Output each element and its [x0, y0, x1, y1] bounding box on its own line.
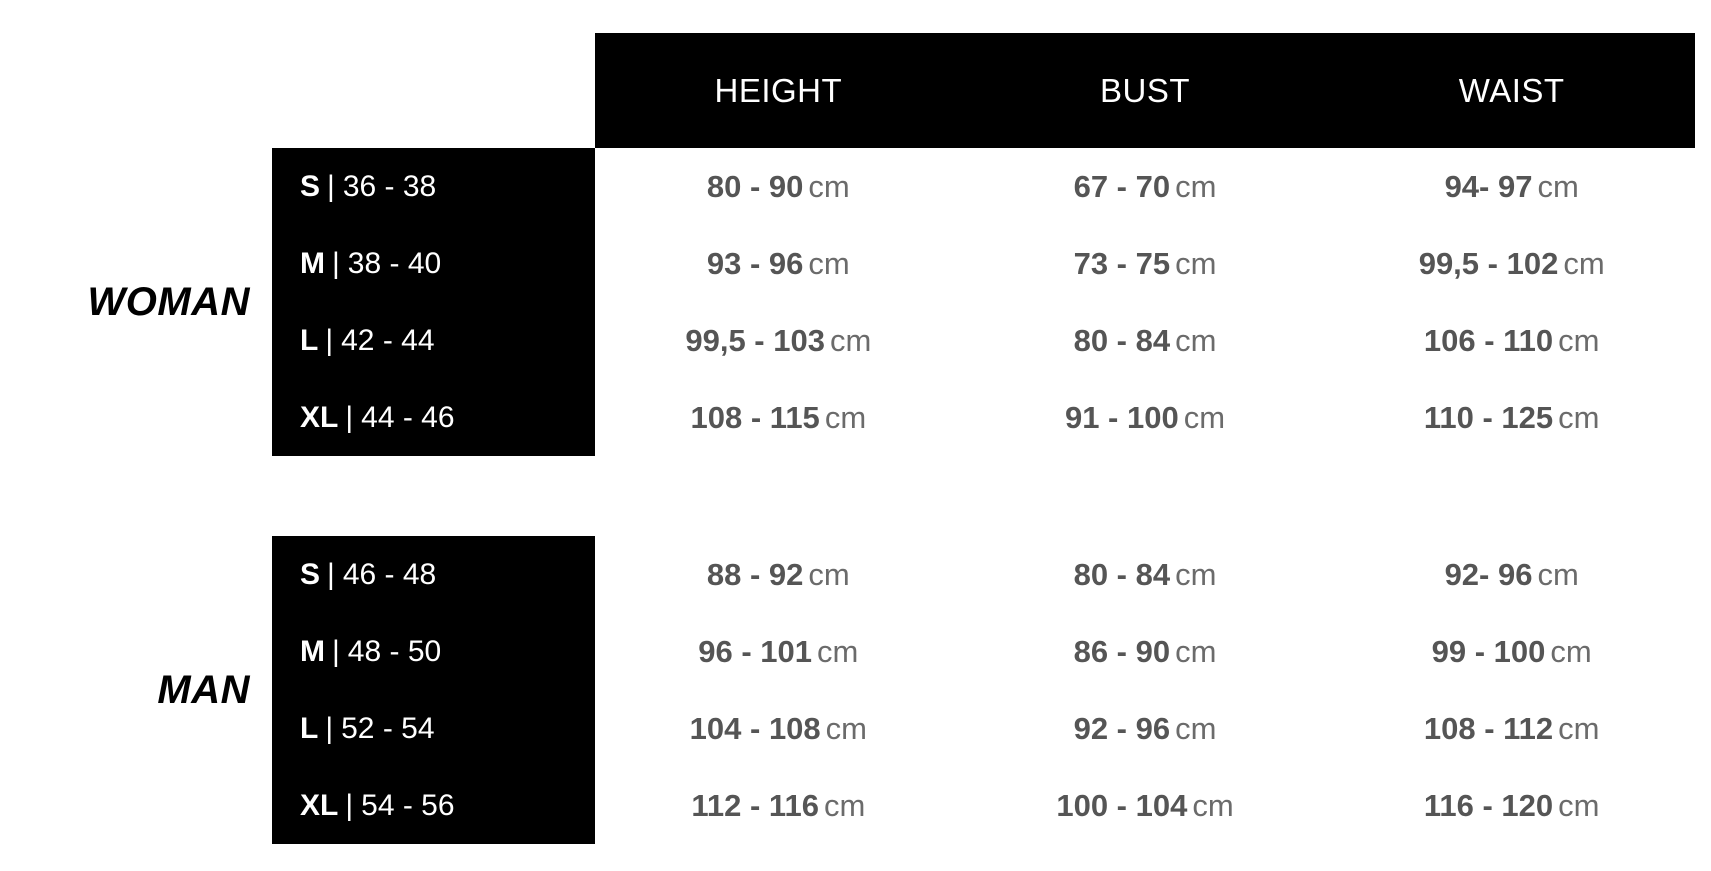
- column-header-waist: WAIST: [1458, 71, 1565, 109]
- unit: cm: [1558, 399, 1600, 435]
- value: 92 - 96: [1073, 710, 1171, 746]
- unit: cm: [808, 556, 850, 592]
- size-cell: [272, 379, 595, 456]
- size-range: 48 - 50: [347, 634, 442, 668]
- size-cell: [272, 613, 595, 690]
- unit: cm: [1558, 787, 1600, 823]
- unit: cm: [1175, 556, 1217, 592]
- cell-height: [595, 169, 962, 205]
- size-separator: |: [345, 400, 354, 434]
- size-code: M: [300, 634, 325, 668]
- unit: cm: [1550, 633, 1592, 669]
- unit: cm: [1175, 168, 1217, 204]
- group-label-woman: WOMAN: [87, 279, 250, 324]
- cell-bust: [962, 169, 1329, 205]
- size-code: L: [300, 711, 319, 745]
- column-header-height: HEIGHT: [714, 71, 843, 109]
- value: 94- 97: [1444, 168, 1533, 204]
- table-row: [595, 613, 1695, 690]
- value: 110 - 125: [1423, 399, 1554, 435]
- size-column-woman: [272, 148, 595, 456]
- unit: cm: [829, 322, 872, 358]
- size-cell: [272, 690, 595, 767]
- unit: cm: [1175, 633, 1217, 669]
- value: 100 - 104: [1056, 787, 1188, 823]
- value: 116 - 120: [1423, 787, 1554, 823]
- unit: cm: [1175, 710, 1217, 746]
- cell-waist: [1328, 323, 1695, 359]
- cell-height: [595, 634, 962, 670]
- cell-height: [595, 557, 962, 593]
- size-code: L: [300, 323, 319, 357]
- size-range: 52 - 54: [341, 711, 435, 745]
- size-separator: |: [332, 634, 340, 668]
- table-row: [595, 225, 1695, 302]
- cell-bust: [962, 711, 1329, 747]
- table-row: [595, 302, 1695, 379]
- value: 88 - 92: [706, 556, 804, 592]
- value: 91 - 100: [1064, 399, 1179, 435]
- value: 80 - 90: [706, 168, 804, 204]
- table-row: [595, 379, 1695, 456]
- table-row: [595, 690, 1695, 767]
- unit: cm: [823, 787, 866, 823]
- cell-height: [595, 246, 962, 282]
- value: 80 - 84: [1073, 322, 1171, 358]
- table-row: [595, 536, 1695, 613]
- cell-bust: [962, 323, 1329, 359]
- measurements-woman: [595, 148, 1695, 456]
- unit: cm: [825, 710, 867, 746]
- value: 86 - 90: [1073, 633, 1171, 669]
- unit: cm: [1558, 710, 1600, 746]
- cell-waist: [1328, 634, 1695, 670]
- value: 108 - 112: [1423, 710, 1554, 746]
- unit: cm: [824, 399, 867, 435]
- cell-waist: [1328, 169, 1695, 205]
- size-cell: [272, 148, 595, 225]
- unit: cm: [1183, 399, 1226, 435]
- cell-bust: [962, 557, 1329, 593]
- cell-bust: [962, 400, 1329, 436]
- value: 92- 96: [1444, 556, 1533, 592]
- size-range: 44 - 46: [361, 400, 455, 434]
- value: 104 - 108: [689, 710, 821, 746]
- size-cell: [272, 225, 595, 302]
- cell-waist: [1328, 400, 1695, 436]
- table-row: [595, 767, 1695, 844]
- unit: cm: [1192, 787, 1234, 823]
- cell-height: [595, 323, 962, 359]
- unit: cm: [1537, 168, 1579, 204]
- cell-waist: [1328, 557, 1695, 593]
- cell-height: [595, 400, 962, 436]
- value: 80 - 84: [1073, 556, 1171, 592]
- size-code: S: [300, 169, 321, 203]
- size-cell: [272, 767, 595, 844]
- size-range: 42 - 44: [341, 323, 435, 357]
- size-separator: |: [325, 323, 334, 357]
- size-range: 54 - 56: [361, 788, 455, 822]
- size-code: M: [300, 246, 325, 280]
- unit: cm: [1175, 322, 1217, 358]
- cell-bust: [962, 788, 1329, 824]
- unit: cm: [1537, 556, 1579, 592]
- unit: cm: [1563, 245, 1605, 281]
- size-cell: [272, 536, 595, 613]
- size-cell: [272, 302, 595, 379]
- cell-waist: [1328, 246, 1695, 282]
- measurements-man: [595, 536, 1695, 844]
- table-row: [595, 148, 1695, 225]
- table-header-row: [595, 33, 1695, 148]
- value: 67 - 70: [1073, 168, 1171, 204]
- value: 108 - 115: [690, 399, 820, 435]
- size-range: 38 - 40: [347, 246, 442, 280]
- column-header-bust: BUST: [1100, 71, 1191, 109]
- size-range: 46 - 48: [342, 557, 437, 591]
- unit: cm: [808, 168, 850, 204]
- unit: cm: [1175, 245, 1217, 281]
- cell-bust: [962, 634, 1329, 670]
- cell-waist: [1328, 711, 1695, 747]
- value: 93 - 96: [706, 245, 804, 281]
- unit: cm: [808, 245, 850, 281]
- value: 73 - 75: [1073, 245, 1171, 281]
- value: 99,5 - 102: [1418, 245, 1559, 281]
- size-range: 36 - 38: [342, 169, 437, 203]
- size-code: XL: [300, 788, 339, 822]
- value: 112 - 116: [691, 787, 819, 823]
- size-separator: |: [327, 169, 335, 203]
- size-code: S: [300, 557, 321, 591]
- size-separator: |: [332, 246, 340, 280]
- cell-bust: [962, 246, 1329, 282]
- size-separator: |: [325, 711, 334, 745]
- value: 96 - 101: [698, 633, 813, 669]
- value: 106 - 110: [1423, 322, 1554, 358]
- size-separator: |: [345, 788, 354, 822]
- unit: cm: [1558, 322, 1600, 358]
- group-label-man: MAN: [157, 667, 250, 712]
- cell-height: [595, 711, 962, 747]
- unit: cm: [817, 633, 859, 669]
- size-separator: |: [327, 557, 335, 591]
- value: 99,5 - 103: [685, 322, 825, 358]
- cell-height: [595, 788, 962, 824]
- cell-waist: [1328, 788, 1695, 824]
- value: 99 - 100: [1431, 633, 1546, 669]
- size-column-man: [272, 536, 595, 844]
- size-code: XL: [300, 400, 339, 434]
